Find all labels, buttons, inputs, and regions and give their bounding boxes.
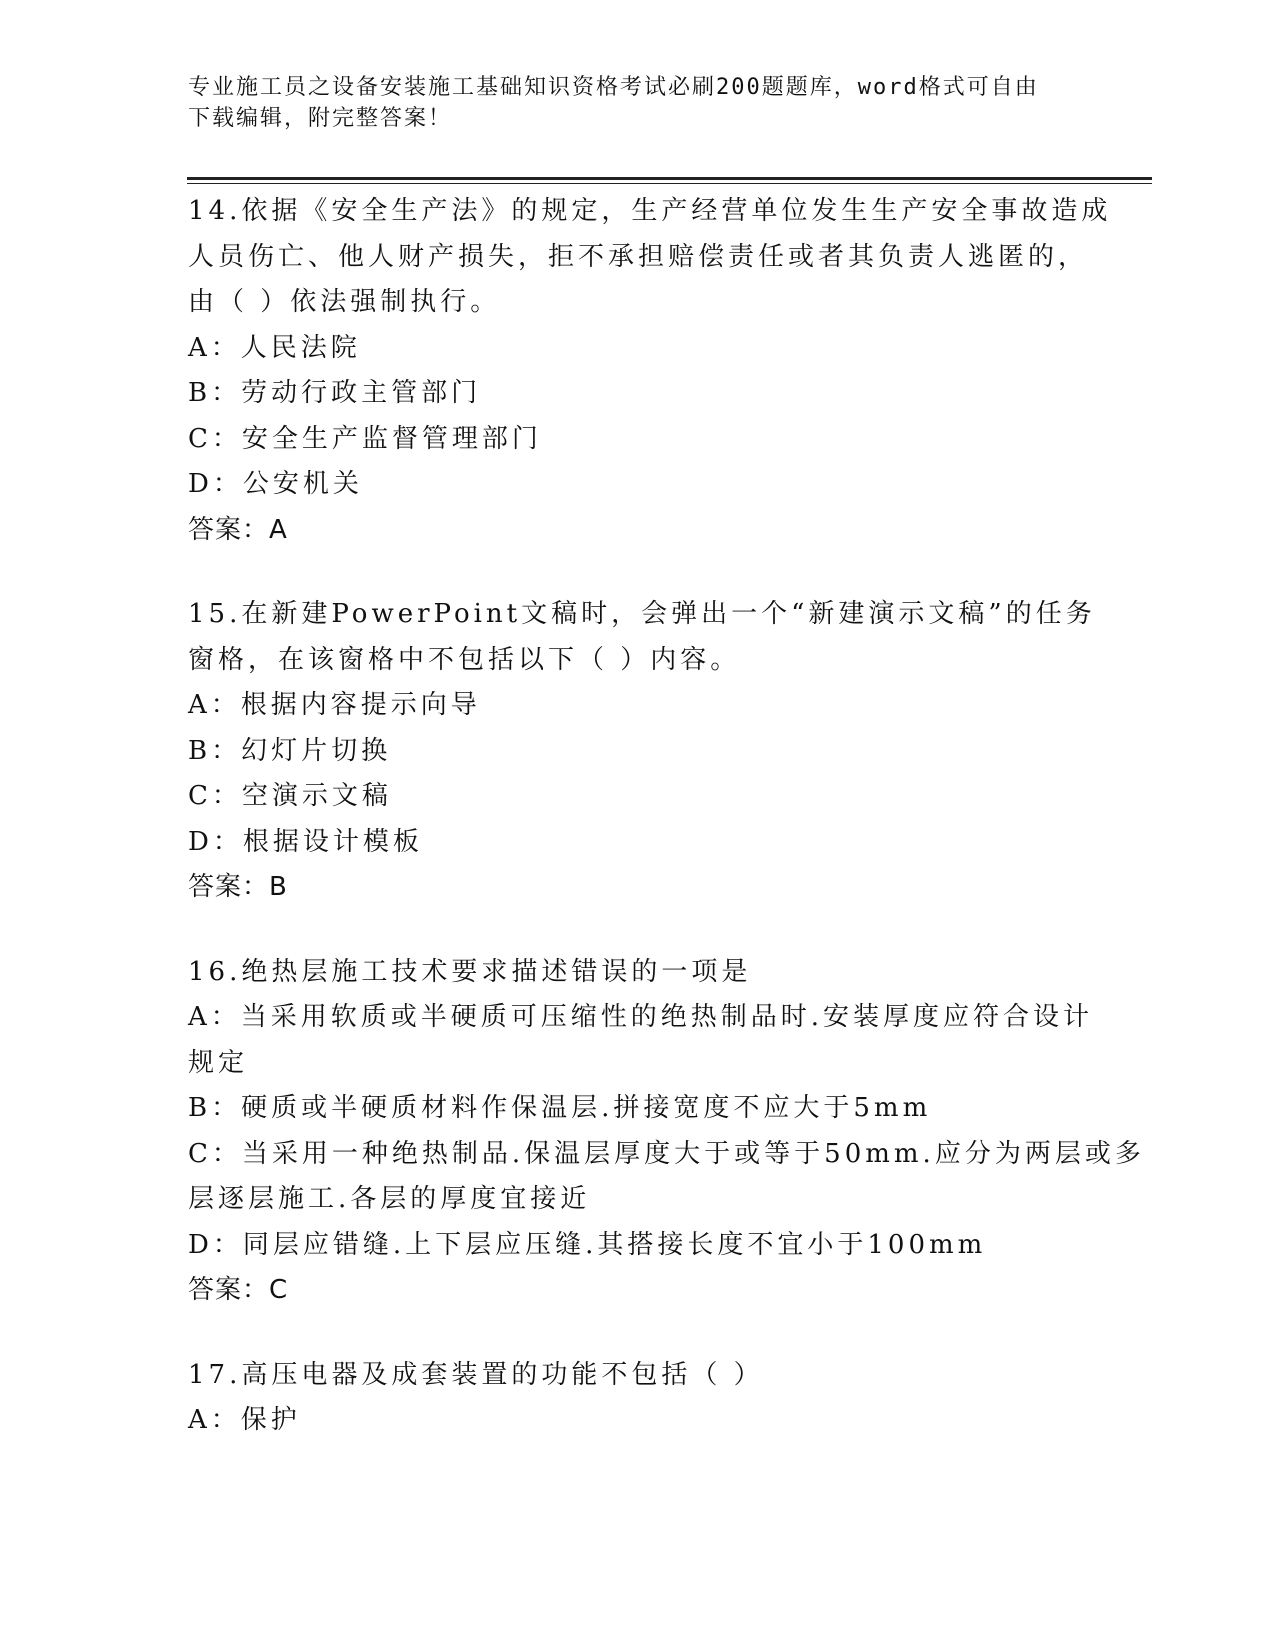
document-header xyxy=(188,72,1068,134)
option-b: B：劳动行政主管部门 xyxy=(188,378,482,408)
question-text: 17.高压电器及成套装置的功能不包括（ ） xyxy=(188,1359,764,1390)
option-d: D：公安机关 xyxy=(188,469,363,499)
question-text: 由（ ）依法强制执行。 xyxy=(188,287,501,317)
question-16 xyxy=(188,950,1145,1314)
header-line: 下载编辑，附完整答案！ xyxy=(188,106,453,131)
question-17 xyxy=(188,1353,1088,1444)
option-c: C：空演示文稿 xyxy=(188,781,392,811)
question-text: 人员伤亡、他人财产损失，拒不承担赔偿责任或者其负责人逃匿的， xyxy=(188,241,1089,272)
option-d: D：同层应错缝.上下层应压缝.其搭接长度不宜小于100mm xyxy=(188,1229,987,1260)
question-text: 16.绝热层施工技术要求描述错误的一项是 xyxy=(188,956,752,987)
question-15 xyxy=(188,592,1096,911)
answer: 答案：B xyxy=(188,872,288,902)
question-text: 15.在新建PowerPoint文稿时，会弹出一个“新建演示文稿”的任务 xyxy=(188,599,1096,629)
question-text: 14.依据《安全生产法》的规定，生产经营单位发生生产安全事故造成 xyxy=(188,196,1112,226)
header-divider-thick xyxy=(187,177,1152,180)
option-a: A：人民法院 xyxy=(188,332,361,363)
answer: 答案：A xyxy=(188,514,288,545)
header-line: 专业施工员之设备安装施工基础知识资格考试必刷200题题库，word格式可自由 xyxy=(188,75,1039,100)
option-b: B：硬质或半硬质材料作保温层.拼接宽度不应大于5mm xyxy=(188,1093,932,1123)
option-a: A：当采用软质或半硬质可压缩性的绝热制品时.安装厚度应符合设计 xyxy=(188,1002,1094,1032)
option-b: B：幻灯片切换 xyxy=(188,735,392,766)
question-text: 窗格，在该窗格中不包括以下（ ）内容。 xyxy=(188,644,741,675)
option-a: A：根据内容提示向导 xyxy=(188,690,481,720)
option-a: A：保护 xyxy=(188,1405,301,1435)
question-list xyxy=(188,189,1145,1483)
header-divider-thin xyxy=(187,183,1152,184)
option-d: D：根据设计模板 xyxy=(188,826,423,857)
option-c-continued: 层逐层施工.各层的厚度宜接近 xyxy=(188,1184,591,1214)
question-14 xyxy=(188,189,1112,553)
option-c: C：当采用一种绝热制品.保温层厚度大于或等于50mm.应分为两层或多 xyxy=(188,1138,1145,1169)
answer: 答案：C xyxy=(188,1275,289,1305)
option-c: C：安全生产监督管理部门 xyxy=(188,423,542,454)
option-a-continued: 规定 xyxy=(188,1047,249,1078)
